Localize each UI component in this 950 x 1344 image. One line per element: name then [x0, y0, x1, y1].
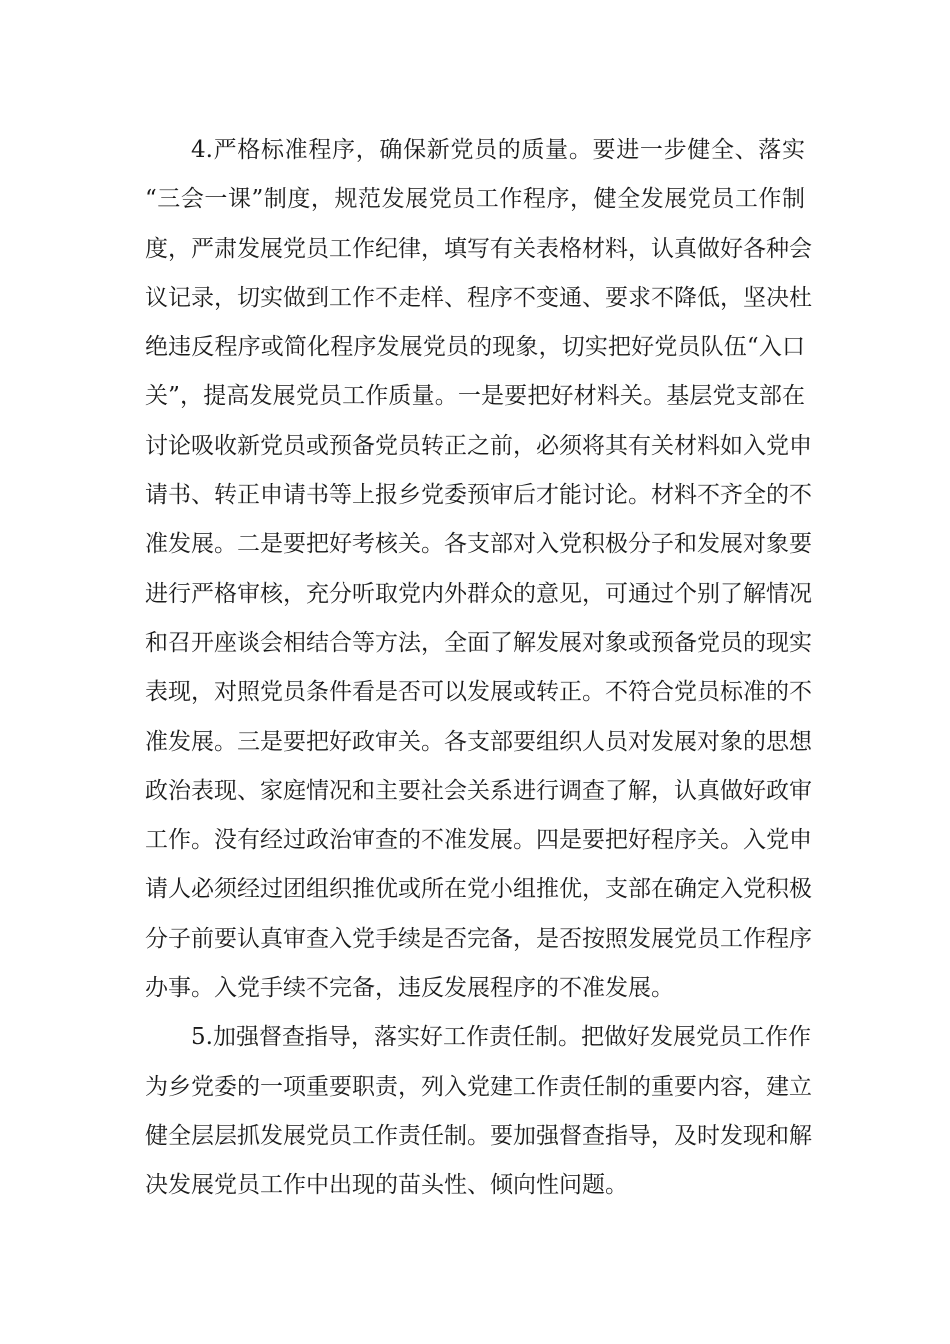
text-line: 工作。没有经过政治审查的不准发展。四是要把好程序关。入党申 — [145, 827, 812, 854]
text-line: 请人必须经过团组织推优或所在党小组推优，支部在确定入党积极 — [145, 876, 812, 903]
paragraph-5-supervision — [145, 1013, 812, 1210]
text-line: 关”，提高发展党员工作质量。一是要把好材料关。基层党支部在 — [145, 383, 805, 410]
document-body — [145, 126, 812, 1211]
text-line: 准发展。三是要把好政审关。各支部要组织人员对发展对象的思想 — [145, 728, 812, 755]
text-line: 议记录，切实做到工作不走样、程序不变通、要求不降低，坚决杜 — [145, 284, 812, 311]
text-line: 讨论吸收新党员或预备党员转正之前，必须将其有关材料如入党申 — [145, 432, 812, 459]
text-line: 表现，对照党员条件看是否可以发展或转正。不符合党员标准的不 — [145, 679, 812, 706]
text-line: 政治表现、家庭情况和主要社会关系进行调查了解，认真做好政审 — [145, 777, 812, 804]
text-line: 健全层层抓发展党员工作责任制。要加强督查指导，及时发现和解 — [145, 1122, 812, 1149]
text-line: 决发展党员工作中出现的苗头性、倾向性问题。 — [145, 1172, 628, 1199]
text-line: 和召开座谈会相结合等方法，全面了解发展对象或预备党员的现实 — [145, 629, 812, 656]
text-line: 为乡党委的一项重要职责，列入党建工作责任制的重要内容，建立 — [145, 1073, 812, 1100]
text-line: 4.严格标准程序，确保新党员的质量。要进一步健全、落实 — [191, 137, 805, 163]
text-line: 分子前要认真审查入党手续是否完备，是否按照发展党员工作程序 — [145, 925, 812, 952]
text-line: 绝违反程序或简化程序发展党员的现象，切实把好党员队伍“入口 — [145, 334, 805, 361]
text-line: 进行严格审核，充分听取党内外群众的意见，可通过个别了解情况 — [145, 580, 812, 607]
text-line: 办事。入党手续不完备，违反发展程序的不准发展。 — [145, 975, 674, 1002]
text-line: 请书、转正申请书等上报乡党委预审后才能讨论。材料不齐全的不 — [145, 482, 812, 509]
text-line: “三会一课”制度，规范发展党员工作程序，健全发展党员工作制 — [145, 186, 805, 213]
text-line: 度，严肃发展党员工作纪律，填写有关表格材料，认真做好各种会 — [145, 235, 812, 262]
paragraph-4-strict-procedure — [145, 126, 812, 1013]
text-line: 准发展。二是要把好考核关。各支部对入党积极分子和发展对象要 — [145, 531, 812, 558]
text-line: 5.加强督查指导，落实好工作责任制。把做好发展党员工作作 — [191, 1024, 811, 1051]
